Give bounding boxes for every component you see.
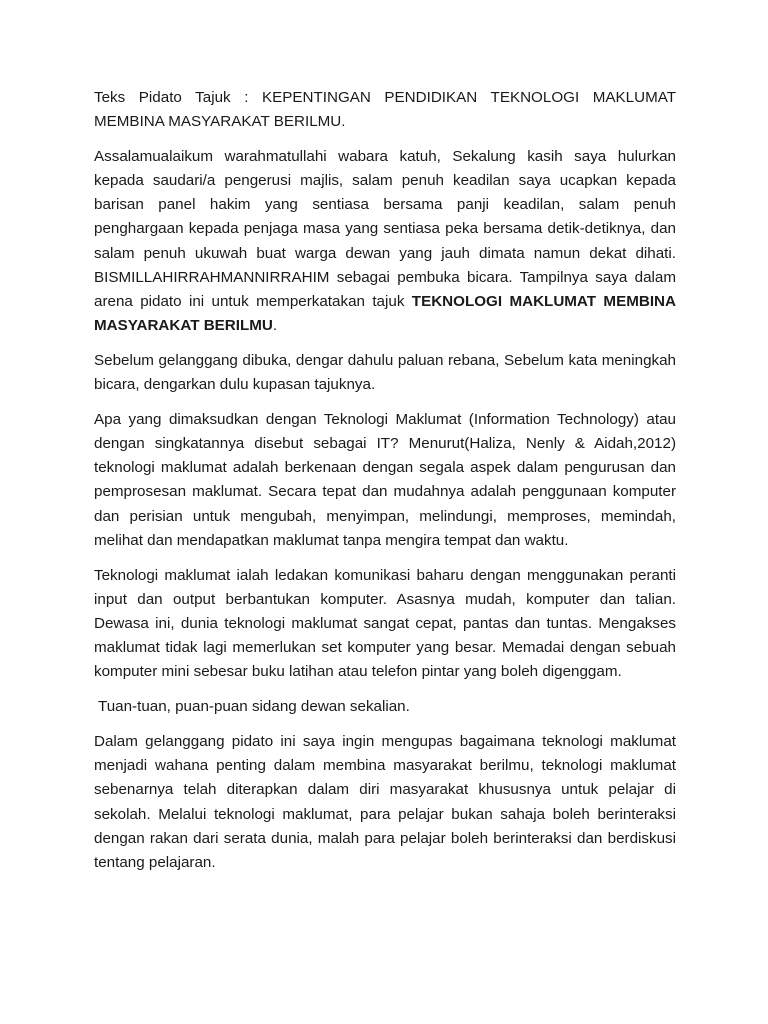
paragraph-definition: Apa yang dimaksudkan dengan Teknologi Maklumat (Information Technology) atau dengan singkatannya disebut sebagai IT? Menurut(Haliza, Nenly & Aidah,2012) teknologi maklumat adalah berkenaan dengan segala aspek dalam pengurusan dan pemprosesan maklumat. Secara tepat dan mudahnya adalah penggunaan komputer dan perisian untuk mengubah, menyimpan, melindungi, memproses, memindah, melihat dan mendapatkan maklumat tanpa mengira tempat dan waktu. xyxy=(94,411,676,549)
document-page xyxy=(94,86,676,886)
paragraph-explanation: Teknologi maklumat ialah ledakan komunikasi baharu dengan menggunakan peranti input dan output berbantukan komputer. Asasnya mudah, komputer dan talian. Dewasa ini, dunia teknologi maklumat sangat cepat, pantas dan tuntas. Mengakses maklumat tidak lagi memerlukan set komputer yang besar. Memadai dengan sebuah komputer mini sebesar buku latihan atau telefon pintar yang boleh digenggam. xyxy=(94,566,676,681)
paragraph-main-point: Dalam gelanggang pidato ini saya ingin mengupas bagaimana teknologi maklumat menjadi wahana penting dalam membina masyarakat berilmu, teknologi maklumat sebenarnya telah diterapkan dalam diri masyarakat khususnya untuk pelajar di sekolah. Melalui teknologi maklumat, para pelajar bukan sahaja boleh berinteraksi dengan rakan dari serata dunia, malah para pelajar boleh berinteraksi dan berdiskusi tentang pelajaran. xyxy=(94,733,676,871)
address-text: Tuan-tuan, puan-puan sidang dewan sekalian. xyxy=(98,698,410,716)
greeting-end: . xyxy=(272,316,278,334)
paragraph-address xyxy=(94,695,676,719)
speech-title: Teks Pidato Tajuk : KEPENTINGAN PENDIDIKAN TEKNOLOGI MAKLUMAT MEMBINA MASYARAKAT BERILMU. xyxy=(94,89,676,131)
paragraph-pantun: Sebelum gelanggang dibuka, dengar dahulu paluan rebana, Sebelum kata meningkah bicara, dengarkan dulu kupasan tajuknya. xyxy=(94,351,676,394)
paragraph-greeting xyxy=(94,145,676,338)
topic-title-bold: TEKNOLOGI MAKLUMAT MEMBINA MASYARAKAT BERILMU xyxy=(94,292,676,334)
greeting-text: Assalamualaikum warahmatullahi wabara katuh, Sekalung kasih saya hulurkan kepada saudari/a pengerusi majlis, salam penuh keadilan saya ucapkan kepada barisan panel hakim yang sentiasa bersama panji keadilan, salam penuh penghargaan kepada penjaga masa yang sentiasa peka bersama detik-detiknya, dan salam penuh ukuwah buat warga dewan yang jauh dimata namun dekat dihati. BISMILLAHIRRAHMANNIRRAHIM sebagai pembuka bicara. Tampilnya saya dalam arena pidato ini untuk memperkatakan tajuk xyxy=(94,148,676,310)
